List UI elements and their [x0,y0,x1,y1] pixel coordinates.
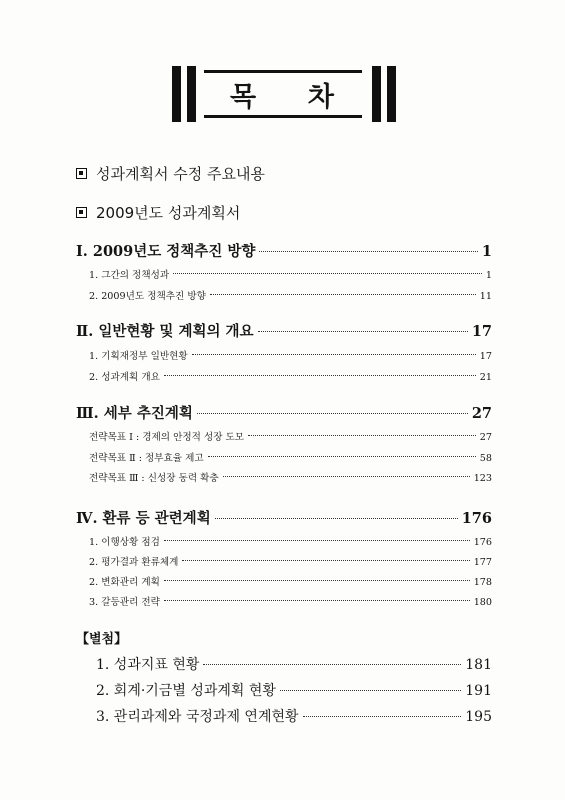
toc-entry-label: 2. 변화관리 계획 [89,577,160,588]
toc-page-number: 1 [485,270,492,281]
toc-sub-entry[interactable] [89,369,492,383]
toc-page-number: 27 [471,405,492,422]
section-heading-label: 성과계획서 수정 주요내용 [96,165,265,183]
title-bar-decoration [187,66,196,122]
leader-dots [208,456,476,457]
appendix-heading: 【별첨】 [76,632,128,647]
leader-dots [164,580,470,581]
leader-dots [259,251,478,252]
leader-dots [197,413,468,414]
toc-entry-label: 전략목표 Ⅱ : 정부효율 제고 [89,453,204,464]
toc-sub-entry[interactable] [89,594,492,608]
toc-page-number: 195 [465,709,492,725]
toc-entry-label: 2. 성과계획 개요 [89,372,160,383]
toc-entry-label: Ⅰ. 2009년도 정책추진 방향 [76,243,256,260]
toc-appendix-entry[interactable] [96,654,492,674]
title-bar-decoration [372,66,381,122]
page-title-char: 목 [230,81,259,113]
leader-dots [164,540,470,541]
leader-dots [164,375,476,376]
toc-sub-entry[interactable] [89,288,492,302]
toc-goal-entry[interactable] [89,470,492,484]
toc-page-number: 178 [473,577,492,588]
toc-chapter-entry[interactable] [76,320,492,341]
toc-goal-entry[interactable] [89,429,492,443]
toc-chapter-entry[interactable] [76,507,492,528]
toc-entry-label: Ⅲ. 세부 추진계획 [76,405,193,422]
toc-page-number: 176 [473,537,492,548]
leader-dots [192,354,476,355]
title-bar-decoration [172,66,181,122]
toc-chapter-entry[interactable] [76,240,492,261]
toc-page-number: 177 [473,557,492,568]
toc-entry-label: 1. 그간의 정책성과 [89,270,170,281]
section-heading [76,202,240,223]
toc-page-number: 17 [479,351,492,362]
leader-dots [248,435,476,436]
toc-page-number: 27 [479,432,492,443]
toc-entry-label: 1. 성과지표 현황 [96,657,200,673]
title-bar-decoration [387,66,396,122]
section-heading [76,163,265,184]
toc-entry-label: 전략목표 Ⅰ : 경제의 안정적 성장 도모 [89,432,245,443]
toc-page-number: 123 [473,473,492,484]
leader-dots [210,294,476,295]
leader-dots [215,518,458,519]
toc-entry-label: 2. 2009년도 정책추진 방향 [89,291,206,302]
leader-dots [203,664,461,665]
toc-page-number: 21 [479,372,492,383]
toc-sub-entry[interactable] [89,267,492,281]
toc-sub-entry[interactable] [89,574,492,588]
toc-sub-entry[interactable] [89,348,492,362]
toc-page-number: 11 [479,291,492,302]
toc-page-number: 181 [465,657,492,673]
toc-entry-label: 1. 기획재정부 일반현황 [89,351,188,362]
toc-entry-label: Ⅱ. 일반현황 및 계획의 개요 [76,323,254,340]
toc-page-number: 180 [473,597,492,608]
toc-entry-label: 2. 회계·기금별 성과계획 현황 [96,683,276,699]
leader-dots [173,273,482,274]
leader-dots [280,690,461,691]
toc-page-number: 17 [471,323,492,340]
toc-entry-label: 전략목표 Ⅲ : 신성장 동력 확충 [89,473,219,484]
leader-dots [258,331,468,332]
toc-sub-entry[interactable] [89,534,492,548]
toc-title-block [0,66,565,126]
leader-dots [223,476,470,477]
toc-page-number: 1 [481,243,492,260]
toc-entry-label: 1. 이행상황 점검 [89,537,160,548]
leader-dots [164,600,470,601]
toc-entry-label: 3. 갈등관리 전략 [89,597,160,608]
toc-page-number: 58 [479,453,492,464]
toc-entry-label: Ⅳ. 환류 등 관련계획 [76,510,211,527]
leader-dots [182,560,469,561]
leader-dots [303,716,462,717]
toc-entry-label: 3. 관리과제와 국정과제 연계현황 [96,709,299,725]
toc-entry-label: 2. 평가결과 환류체계 [89,557,179,568]
toc-goal-entry[interactable] [89,450,492,464]
toc-sub-entry[interactable] [89,554,492,568]
section-heading-label: 2009년도 성과계획서 [96,204,241,222]
square-bullet-icon [76,168,87,179]
square-bullet-icon [76,207,87,218]
toc-page-number: 176 [461,510,492,527]
toc-appendix-entry[interactable] [96,706,492,726]
toc-chapter-entry[interactable] [76,402,492,423]
toc-page-number: 191 [465,683,492,699]
page-title [204,70,362,118]
page-title-char: 차 [307,81,336,113]
toc-appendix-entry[interactable] [96,680,492,700]
